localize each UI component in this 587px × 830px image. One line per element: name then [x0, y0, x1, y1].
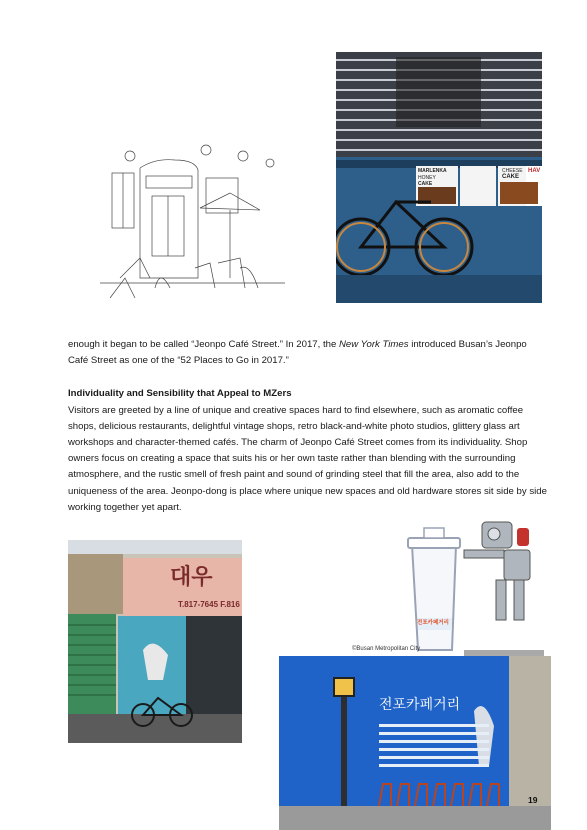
cafe-sign-4: CHEESE	[502, 168, 523, 174]
street-shop-photo	[68, 540, 242, 743]
publication-name: New York Times	[338, 339, 409, 350]
paragraph-intro: enough it began to be called “Jeonpo Café Street.” In 2017, the New York Times introduced Busan’s Jeonpo Café Street as one of the “52 Places to Go in 2017.”	[68, 339, 527, 367]
cafe-sign-6: HAV	[528, 168, 541, 174]
cafe-window-photo	[336, 52, 542, 303]
robot-sculpture-photo	[404, 510, 552, 658]
paragraph-main: Visitors are greeted by a line of unique and creative spaces hard to find elsewhere, such as aromatic coffee shops, delicious restaurants, delightful vintage shops, retro black-and-white photo studios, glittery glass art workshops and character-themed cafés. The charm of Jeonpo Café Street comes from its individuality. Shop owners focus on creating a space that suits his or her own taste rather than blending with the surrounding atmosphere, and the rustic smell of fresh paint and sound of grinding steel that fill the area, also add to the uniqueness of the area. Jeonpo-dong is place where unique new spaces and old hardware stores sit side by side working together yet apart.	[68, 404, 547, 513]
mural-title: 전포카페거리	[379, 697, 461, 713]
store-sign: 대우	[170, 564, 213, 589]
cafe-sketch-illustration	[100, 138, 285, 306]
cafe-sign-2: HONEY	[418, 175, 436, 181]
store-phone: T.817-7645 F.816	[178, 600, 240, 609]
section-heading: Individuality and Sensibility that Appeal to MZers	[68, 388, 292, 400]
street-mural-photo	[279, 656, 551, 830]
photo-credit: ©Busan Metropolitan City	[352, 646, 421, 652]
cafe-sign-1: MARLENKA	[418, 168, 447, 174]
cafe-sign-5: CAKE	[502, 174, 520, 180]
sculpture-sign: 전포카페거리	[417, 620, 449, 626]
cafe-sign-3: CAKE	[418, 181, 433, 187]
article-body	[68, 337, 548, 516]
page-number: 19	[528, 795, 538, 805]
